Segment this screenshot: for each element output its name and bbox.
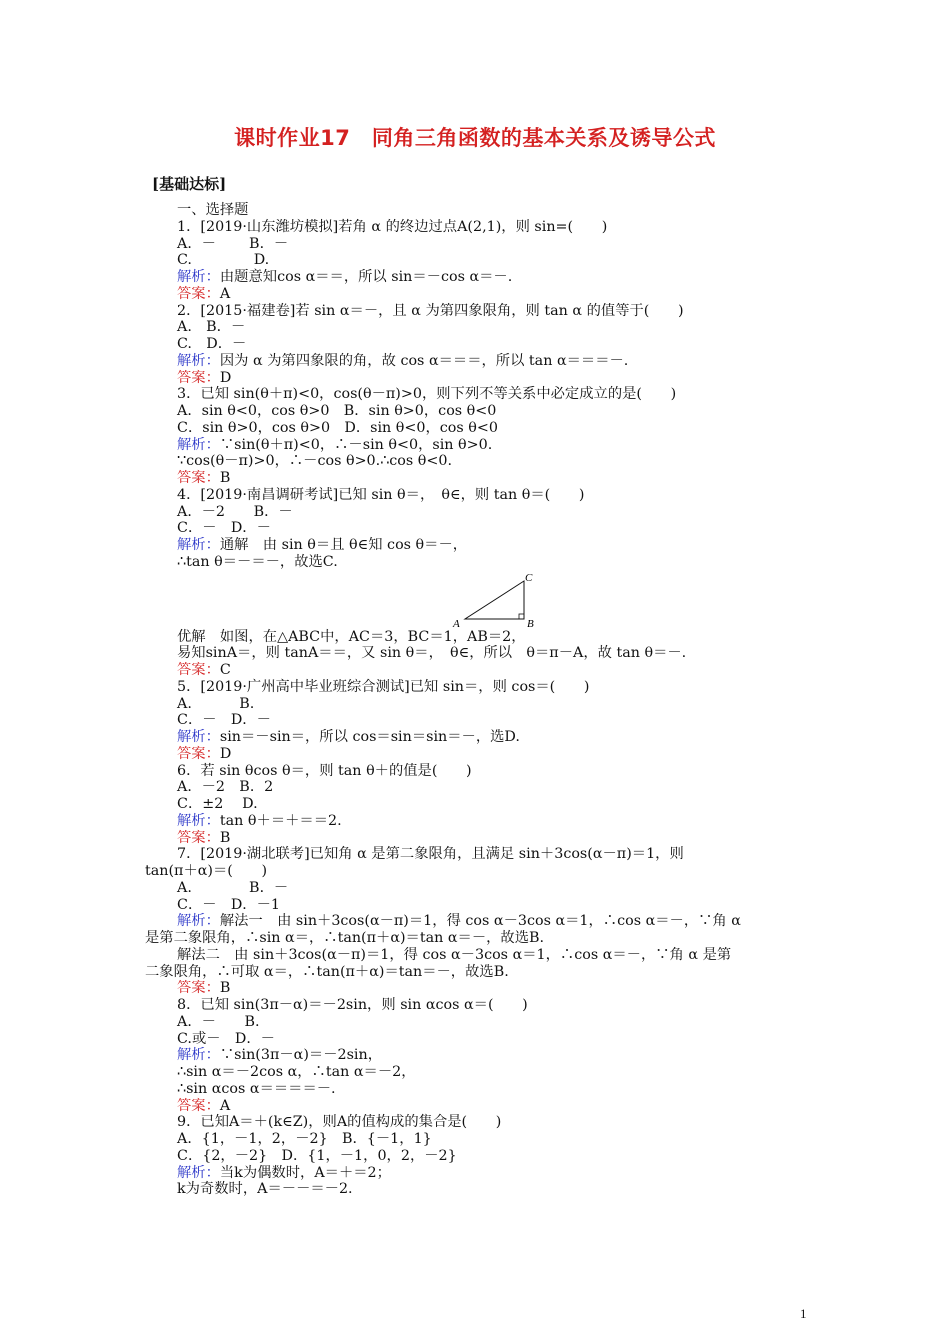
solution-label: 解析： [177, 812, 220, 829]
text-line [145, 712, 813, 729]
right-triangle-diagram [445, 573, 545, 629]
text-line [145, 679, 813, 696]
text-line [145, 846, 813, 863]
line-text: A．－2 B．2 [177, 779, 274, 796]
text-line [145, 897, 813, 914]
triangle-figure [145, 571, 813, 629]
text-line [145, 980, 813, 997]
text-line [145, 269, 813, 286]
text-line [145, 386, 813, 403]
text-line [145, 202, 813, 219]
text-line [145, 470, 813, 487]
text-line [145, 437, 813, 454]
text-line [145, 1098, 813, 1115]
line-text: C．±2 D. [177, 796, 258, 812]
line-text: C [219, 662, 231, 678]
text-line [145, 696, 813, 713]
text-line [145, 880, 813, 897]
line-text: ∴tan θ＝－＝－，故选C. [177, 553, 338, 570]
line-text: 9．已知A＝＋(k∈Z)，则A的值构成的集合是( ) [177, 1114, 502, 1131]
line-text: ∵sin(3π－α)＝－2sin， [219, 1047, 383, 1064]
text-line [145, 504, 813, 521]
vertex-label-a: A [453, 617, 460, 629]
solution-label: 解析： [177, 352, 220, 369]
section-heading: [基础达标] [152, 175, 227, 193]
solution-label: 解析： [177, 729, 220, 745]
text-line [145, 554, 813, 571]
line-text: ∴sin α＝－2cos α，∴tan α＝－2， [177, 1064, 416, 1080]
line-text: C. D. [177, 252, 270, 269]
line-text: A．sin θ<0，cos θ>0 B．sin θ>0，cos θ<0 [177, 403, 497, 419]
line-text: 7．[2019·湖北联考]已知角 α 是第二象限角，且满足 sin＋3cos(α－π)＝1，则 [177, 846, 684, 863]
line-text: 二象限角，∴可取 α＝，∴tan(π＋α)＝tan＝－，故选B. [145, 963, 509, 980]
text-line [145, 1081, 813, 1098]
line-text: A．－ B. [177, 1013, 260, 1030]
text-line [145, 779, 813, 796]
text-line [145, 746, 813, 763]
line-text: A [219, 1097, 231, 1114]
text-line [145, 319, 813, 336]
text-line [145, 336, 813, 353]
line-text: A．－ B．－ [177, 235, 289, 252]
answer-label: 答案： [177, 369, 220, 386]
answer-label: 答案： [177, 1097, 220, 1114]
vertex-label-c: C [525, 572, 533, 584]
text-line [145, 629, 813, 646]
line-text: 3．已知 sin(θ＋π)<0，cos(θ－π)>0，则下列不等关系中必定成立的是( ) [177, 386, 677, 403]
page-number: 1 [800, 1306, 807, 1321]
text-line [145, 420, 813, 437]
line-text: A．－2 B．－ [177, 503, 293, 520]
text-line [145, 947, 813, 964]
text-line [145, 1165, 813, 1182]
text-line [145, 1064, 813, 1081]
text-line [145, 662, 813, 679]
text-line [145, 487, 813, 504]
line-text: tan θ＋＝＋＝＝2. [219, 812, 342, 829]
text-line [145, 1114, 813, 1131]
text-line [145, 729, 813, 746]
text-line [145, 645, 813, 662]
text-line [145, 370, 813, 387]
line-text: C．{2，－2} D．{1，－1，0，2，－2} [177, 1147, 457, 1164]
solution-label: 解析： [177, 436, 220, 453]
line-text: 1．[2019·山东潍坊模拟]若角 α 的终边过点A(2,1)，则 sin=( ) [177, 218, 608, 235]
text-line [145, 796, 813, 813]
text-line [145, 863, 813, 880]
text-line [145, 252, 813, 269]
exercise-content [145, 202, 813, 1198]
line-text: 易知sinA＝，则 tanA＝＝，又 sin θ＝， θ∈，所以 θ＝π－A，故 tan θ＝－. [177, 645, 687, 662]
line-text: 4．[2019·南昌调研考试]已知 sin θ＝， θ∈，则 tan θ＝( ) [177, 486, 585, 503]
text-line [145, 1031, 813, 1048]
text-line [145, 520, 813, 537]
line-text: B [219, 829, 231, 846]
answer-label: 答案： [177, 662, 220, 678]
line-text: ∵sin(θ＋π)<0，∴－sin θ<0，sin θ>0. [219, 436, 493, 453]
text-line [145, 813, 813, 830]
line-text: ∴sin αcos α＝＝＝＝－. [177, 1080, 336, 1097]
line-text: 解法一 由 sin＋3cos(α－π)＝1，得 cos α－3cos α＝1，∴cos α＝－，∵角 α [219, 913, 741, 930]
line-text: C．sin θ>0，cos θ>0 D．sin θ<0，cos θ<0 [177, 419, 498, 436]
line-text: 是第二象限角，∴sin α＝，∴tan(π＋α)＝tan α＝－，故选B. [145, 930, 545, 946]
text-line [145, 997, 813, 1014]
line-text: C．－ D．－ [177, 712, 271, 729]
page-title: 课时作业17 同角三角函数的基本关系及诱导公式 [234, 126, 716, 150]
line-text: A．{1，－1，2，－2} B．{－1，1} [177, 1131, 432, 1147]
line-text: A [219, 285, 231, 302]
text-line [145, 303, 813, 320]
solution-label: 解析： [177, 269, 220, 285]
solution-label: 解析： [177, 1047, 220, 1064]
line-text: B [219, 980, 231, 997]
line-text: B [219, 470, 231, 486]
line-text: k为奇数时，A＝－－＝－2. [177, 1181, 353, 1198]
line-text: sin＝－sin＝，所以 cos＝sin＝sin＝－，选D. [219, 729, 520, 745]
text-line [145, 537, 813, 554]
text-line [145, 219, 813, 236]
line-text: 8．已知 sin(3π－α)＝－2sin，则 sin αcos α＝( ) [177, 997, 528, 1013]
text-line [145, 1014, 813, 1031]
text-line [145, 930, 813, 947]
solution-label: 解析： [177, 537, 220, 553]
line-text: 优解 如图，在△ABC中，AC＝3，BC＝1，AB＝2， [177, 628, 526, 645]
text-line [145, 1181, 813, 1198]
line-text: 因为 α 为第四象限的角，故 cos α＝＝＝，所以 tan α＝＝＝－. [219, 352, 629, 369]
line-text: 通解 由 sin θ＝且 θ∈知 cos θ＝－， [219, 537, 468, 553]
text-line [145, 1047, 813, 1064]
line-text: tan(π＋α)＝( ) [145, 863, 268, 879]
answer-label: 答案： [177, 285, 220, 302]
line-text: 2．[2015·福建卷]若 sin α＝－，且 α 为第四象限角，则 tan α 的值等于( ) [177, 302, 684, 319]
line-text: C.或－ D．－ [177, 1030, 275, 1047]
text-line [145, 453, 813, 470]
line-text: 6．若 sin θcos θ＝，则 tan θ＋的值是( ) [177, 762, 472, 779]
line-text: A. B．－ [177, 879, 289, 896]
vertex-label-b: B [527, 617, 534, 629]
line-text: 当k为偶数时，A＝＋＝2； [219, 1164, 391, 1181]
text-line [145, 403, 813, 420]
line-text: D [219, 745, 232, 762]
text-line [145, 763, 813, 780]
solution-label: 解析： [177, 1164, 220, 1181]
line-text: 一、选择题 [177, 202, 249, 218]
text-line [145, 353, 813, 370]
line-text: ∵cos(θ－π)>0，∴－cos θ>0.∴cos θ<0. [177, 453, 453, 470]
answer-label: 答案： [177, 470, 220, 486]
text-line [145, 1131, 813, 1148]
solution-label: 解析： [177, 913, 220, 930]
line-text: 5．[2019·广州高中毕业班综合测试]已知 sin＝，则 cos＝( ) [177, 678, 590, 695]
answer-label: 答案： [177, 980, 220, 997]
line-text: C. D．－ [177, 336, 247, 352]
line-text: D [219, 369, 232, 386]
text-line [145, 236, 813, 253]
line-text: A. B. [177, 695, 255, 712]
text-line [145, 1148, 813, 1165]
line-text: 由题意知cos α＝＝，所以 sin＝－cos α＝－. [219, 269, 513, 285]
line-text: C．－ D．－ [177, 520, 271, 537]
line-text: A. B．－ [177, 319, 246, 336]
answer-label: 答案： [177, 829, 220, 846]
answer-label: 答案： [177, 745, 220, 762]
text-line [145, 913, 813, 930]
text-line [145, 286, 813, 303]
line-text: 解法二 由 sin＋3cos(α－π)＝1，得 cos α－3cos α＝1，∴cos α＝－，∵角 α 是第 [177, 946, 732, 963]
text-line [145, 830, 813, 847]
text-line [145, 964, 813, 981]
line-text: C．－ D．－1 [177, 896, 280, 913]
